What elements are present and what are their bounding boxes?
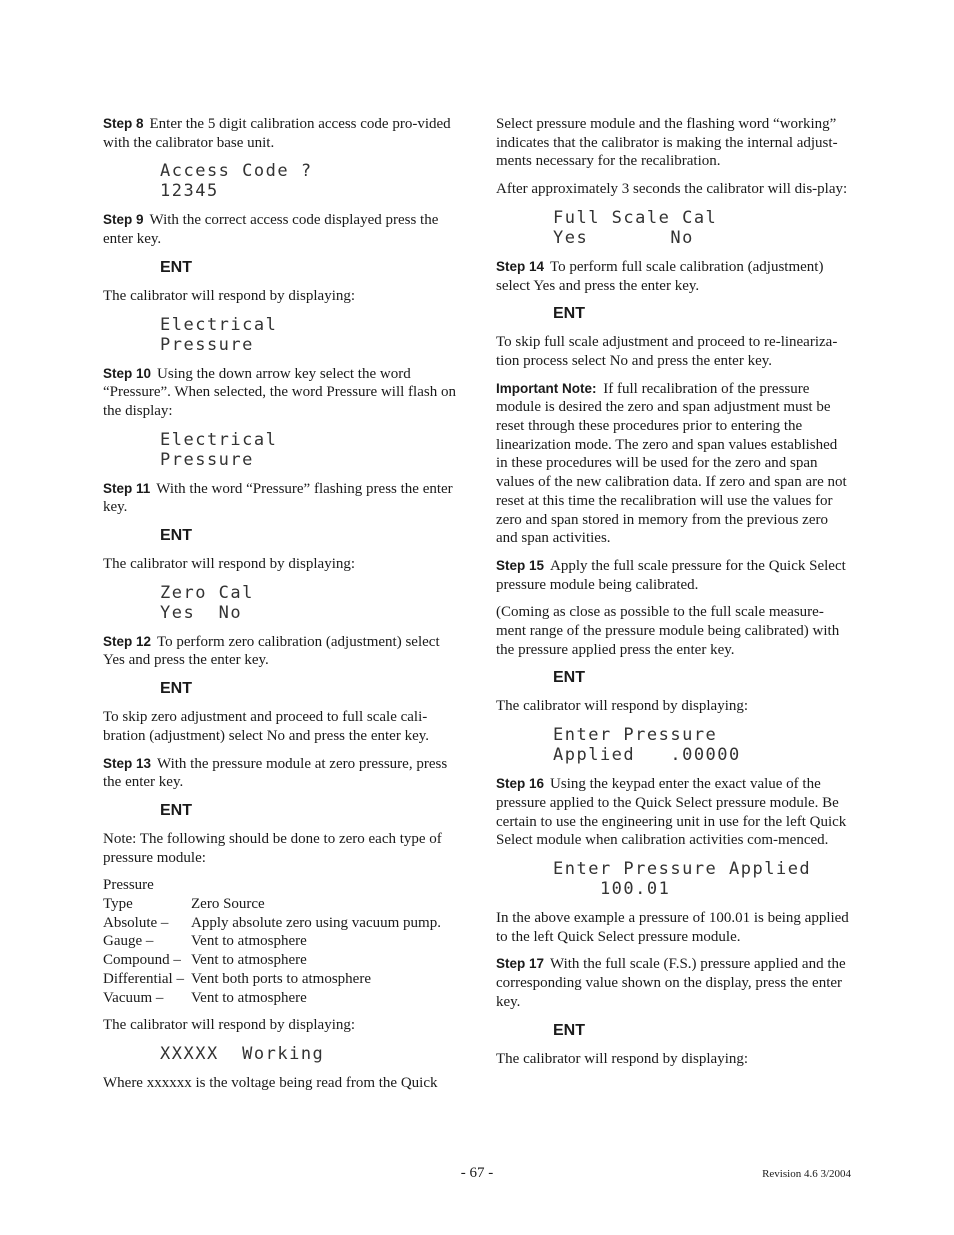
respond-text: The calibrator will respond by displaying: [103, 287, 356, 304]
where-text: Where xxxxxx is the voltage being read from the Quick [103, 1074, 438, 1091]
table-cell-type: Absolute – [103, 914, 169, 931]
step-text: Using the keypad enter the exact value of the pressure applied to the Quick Select pressure module. Be certain to use the engineering unit in use for the left Quick Select module when calibration activities com-menced. [496, 776, 847, 849]
step-17 [496, 955, 852, 1011]
lcd-line: Full Scale Cal [553, 207, 718, 228]
skip-zero-text: To skip zero adjustment and proceed to full scale cali-bration (adjustment) select No and press the enter key. [103, 709, 430, 744]
step-text: To perform zero calibration (adjustment) select Yes and press the enter key. [103, 633, 440, 669]
step-9 [103, 211, 459, 248]
lcd-display-access-code [160, 161, 459, 201]
lcd-line: 12345 [160, 181, 219, 202]
ent-key-label: ENT [160, 258, 192, 276]
table-cell-source: Vent to atmosphere [191, 989, 307, 1006]
lcd-display-full-scale-cal [553, 208, 852, 248]
step-16 [496, 775, 852, 850]
step-label: Step 17 [496, 956, 545, 972]
step-label: Step 8 [103, 116, 144, 131]
table-header-row [103, 895, 459, 914]
table-header: Pressure [103, 877, 154, 894]
table-row [103, 970, 459, 989]
step-text: To perform full scale calibration (adjustment) select Yes and press the enter key. [496, 258, 824, 294]
lcd-display-electrical-pressure [160, 315, 459, 355]
table-cell-type: Compound – [103, 952, 181, 969]
step-10 [103, 365, 459, 421]
step-text: Apply the full scale pressure for the Quick Select pressure module being calibrated. [496, 557, 846, 593]
step-label: Step 12 [103, 633, 152, 649]
table-header-type: Type [103, 896, 133, 913]
step-text: Enter the 5 digit calibration access code pro-vided with the calibrator base unit. [103, 116, 451, 151]
table-cell-type: Vacuum – [103, 989, 164, 1006]
lcd-line: Zero Cal [160, 582, 254, 603]
table-cell-type: Gauge – [103, 933, 154, 950]
table-cell-source: Apply absolute zero using vacuum pump. [191, 914, 441, 931]
table-row [103, 951, 459, 970]
step-8 [103, 115, 459, 152]
ent-key-label: ENT [160, 801, 192, 819]
lcd-line: Yes No [553, 227, 694, 248]
respond-text: The calibrator will respond by displaying: [496, 1050, 749, 1067]
step-13 [103, 755, 459, 792]
revision-label: Revision 4.6 3/2004 [762, 1168, 851, 1180]
example-text: In the above example a pressure of 100.01 is being applied to the left Quick Select pressure module. [496, 909, 849, 945]
ent-key-label: ENT [553, 305, 585, 323]
step-12 [103, 633, 459, 670]
respond-text: The calibrator will respond by displaying: [496, 698, 749, 715]
lcd-display-working [160, 1044, 459, 1064]
page-number: - 67 - [460, 1165, 494, 1181]
step-label: Step 13 [103, 755, 152, 771]
respond-text: The calibrator will respond by displaying: [103, 1017, 356, 1034]
lcd-line: Pressure [160, 449, 254, 470]
step-text: With the word “Pressure” flashing press the enter key. [103, 480, 453, 516]
after-text: After approximately 3 seconds the calibrator will dis-play: [496, 181, 848, 198]
table-row [103, 914, 459, 933]
lcd-line: Enter Pressure Applied [553, 858, 812, 879]
lcd-line: Pressure [160, 334, 254, 355]
lcd-line: Electrical [160, 429, 278, 450]
ent-key-label: ENT [553, 669, 585, 687]
step-text: Using the down arrow key select the word “Pressure”. When selected, the word Pressure will flash on the display: [103, 365, 456, 419]
important-note-text: If full recalibration of the pressure module is desired the zero and span adjustment must be reset through these procedures prior to entering the linearization mode. The zero and span values established in these procedures will be used for the zero and span values of the new calibration data. If zero and span are not reset at this time the recalibration will use the values for zero and span stored in memory from the previous zero and span activities. [496, 380, 847, 547]
coming-text: (Coming as close as possible to the full scale measure-ment range of the pressure module being calibrated) with the pressure applied press the enter key. [496, 604, 840, 658]
lcd-line: Electrical [160, 314, 278, 335]
step-15 [496, 557, 852, 594]
table-cell-source: Vent both ports to atmosphere [191, 970, 371, 987]
lcd-display-pressure-applied [553, 859, 852, 899]
step-label: Step 10 [103, 365, 152, 381]
table-cell-source: Vent to atmosphere [191, 952, 307, 969]
ent-key-label: ENT [160, 527, 192, 545]
table-row [103, 989, 459, 1008]
note-text: Note: The following should be done to zero each type of pressure module: [103, 830, 442, 866]
step-label: Step 11 [103, 480, 151, 496]
lcd-display-enter-pressure [553, 725, 852, 765]
lcd-line: 100.01 [553, 878, 671, 899]
lcd-line: XXXXX Working [160, 1043, 325, 1064]
step-label: Step 14 [496, 258, 545, 274]
step-11 [103, 480, 459, 517]
skip-full-scale-text: To skip full scale adjustment and proceed to re-lineariza-tion process select No and press the enter key. [496, 334, 838, 369]
continued-text: Select pressure module and the flashing word “working” indicates that the calibrator is making the internal adjust-ments necessary for the recalibration. [496, 116, 838, 170]
step-label: Step 9 [103, 212, 144, 228]
ent-key-label: ENT [160, 680, 192, 698]
lcd-line: Yes No [160, 602, 243, 623]
step-label: Step 15 [496, 557, 545, 573]
pressure-type-table [103, 876, 459, 1007]
important-note-label: Important Note: [496, 380, 597, 396]
lcd-line: Applied .00000 [553, 745, 741, 766]
step-14 [496, 258, 852, 295]
step-text: With the full scale (F.S.) pressure applied and the corresponding value shown on the display, press the enter key. [496, 956, 846, 1010]
lcd-display-electrical-pressure-flash [160, 430, 459, 470]
step-label: Step 16 [496, 776, 545, 792]
lcd-display-zero-cal [160, 583, 459, 623]
step-text: With the correct access code displayed press the enter key. [103, 212, 439, 248]
left-column [103, 115, 459, 1102]
right-column [496, 115, 852, 1077]
table-row [103, 932, 459, 951]
table-cell-type: Differential – [103, 970, 184, 987]
important-note [496, 380, 852, 548]
lcd-line: Enter Pressure [553, 725, 718, 746]
table-header-source: Zero Source [191, 896, 265, 913]
respond-text: The calibrator will respond by displaying: [103, 556, 356, 573]
lcd-line: Access Code ? [160, 161, 313, 182]
step-text: With the pressure module at zero pressure, press the enter key. [103, 755, 448, 791]
ent-key-label: ENT [553, 1021, 585, 1039]
table-cell-source: Vent to atmosphere [191, 933, 307, 950]
